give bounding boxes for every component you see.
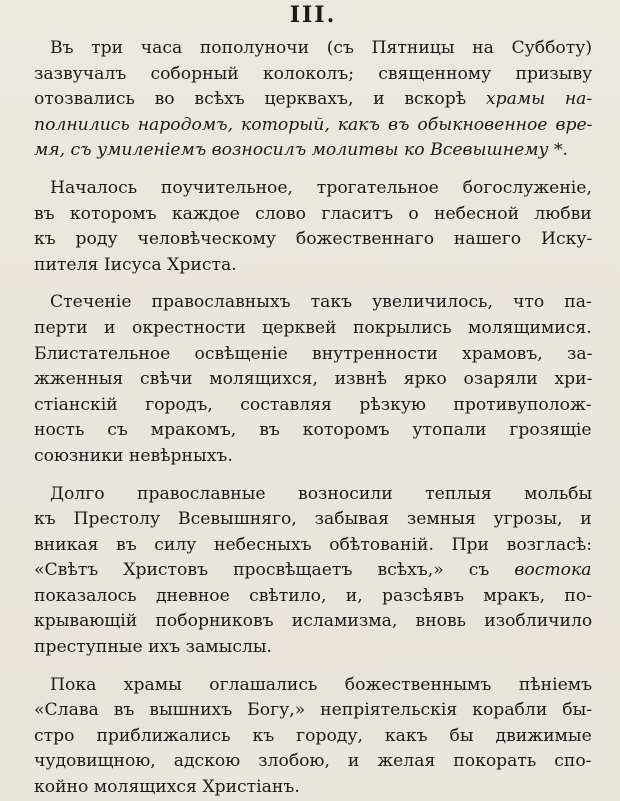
text-line	[34, 202, 592, 228]
text-segment: Стеченіе православныхъ такъ увеличилось, что па-	[50, 292, 592, 313]
text-segment: койно молящихся Христіанъ.	[34, 777, 300, 798]
text-line	[34, 367, 592, 393]
text-segment: показалось дневное свѣтило, и, разсѣявъ мракъ, по-	[34, 585, 593, 606]
paragraph	[34, 673, 592, 801]
paragraph	[34, 482, 592, 661]
italic-text: мя, съ умиленіемъ возносилъ молитвы ко Всевышнему *.	[34, 140, 569, 161]
paragraph	[34, 290, 592, 469]
text-segment: Началось поучительное, трогательное богослуженіе,	[50, 177, 592, 198]
italic-text: храмы на-	[485, 89, 593, 110]
text-line	[34, 316, 592, 342]
italic-text: полнились народомъ, который, какъ въ обыкновенное вре-	[34, 114, 593, 135]
paragraph	[34, 36, 592, 164]
text-line	[34, 253, 592, 279]
text-segment: «Слава въ вышнихъ Богу,» непріятельскія корабли бы-	[34, 700, 593, 721]
section-heading: III.	[289, 2, 337, 28]
text-line	[34, 584, 592, 610]
text-line	[34, 113, 592, 139]
text-segment: Пока храмы оглашались божественнымъ пѣніемъ	[50, 674, 593, 695]
text-line	[34, 724, 592, 750]
text-segment: перти и окрестности церквей покрылись молящимися.	[34, 317, 592, 338]
text-line	[34, 507, 592, 533]
text-line	[34, 36, 592, 62]
text-line	[34, 673, 592, 699]
text-line	[34, 62, 592, 88]
text-line	[34, 558, 592, 584]
text-line	[34, 138, 592, 164]
text-line	[34, 176, 592, 202]
text-line	[34, 482, 592, 508]
text-segment: преступные ихъ замыслы.	[34, 637, 273, 658]
text-line	[34, 533, 592, 559]
text-segment: ность съ мракомъ, въ которомъ утопали грозящіе	[34, 420, 592, 441]
paragraph	[34, 176, 592, 278]
text-line	[34, 698, 592, 724]
text-line	[34, 342, 592, 368]
text-line	[34, 775, 592, 801]
text-segment: «Свѣтъ Христовъ просвѣщаетъ всѣхъ,» съ	[34, 560, 515, 581]
text-segment: чудовищною, адскою злобою, и желая покорать спо-	[34, 751, 592, 772]
text-segment: Блистательное освѣщеніе внутренности храмовъ, за-	[34, 343, 593, 364]
text-line	[34, 393, 592, 419]
text-segment: въ которомъ каждое слово гласитъ о небесной любви	[34, 203, 592, 224]
text-line	[34, 609, 592, 635]
document-body	[34, 36, 592, 801]
text-line	[34, 444, 592, 470]
text-segment: союзники невѣрныхъ.	[34, 445, 233, 466]
text-segment: вникая въ силу небесныхъ обѣтованій. При возгласѣ:	[34, 534, 592, 555]
text-segment: къ Престолу Всевышняго, забывая земныя угрозы, и	[34, 509, 592, 530]
text-line	[34, 749, 592, 775]
text-segment: стро приближались къ городу, какъ бы движимые	[34, 725, 592, 746]
text-segment: отозвались во всѣхъ церквахъ, и вскорѣ	[34, 89, 486, 110]
text-segment: къ роду человѣческому божественнаго нашего Иску-	[34, 229, 593, 250]
text-line	[34, 635, 592, 661]
text-segment: Долго православные возносили теплыя мольбы	[50, 483, 593, 504]
italic-text: востока	[514, 560, 592, 581]
text-segment: крывающій поборниковъ исламизма, вновь изобличило	[34, 611, 593, 632]
text-line	[34, 227, 592, 253]
text-segment: жженныя свѣчи молящихся, извнѣ ярко озаряли хри-	[34, 369, 593, 390]
text-line	[34, 290, 592, 316]
text-segment: зазвучалъ соборный колоколъ; священному призыву	[34, 63, 593, 84]
text-line	[34, 418, 592, 444]
text-segment: Въ три часа пополуночи (съ Пятницы на Субботу)	[50, 38, 593, 58]
text-segment: стіанскій городъ, составляя рѣзкую противуполож-	[34, 394, 592, 415]
text-line	[34, 87, 592, 113]
text-segment: пителя Іисуса Христа.	[34, 254, 237, 275]
